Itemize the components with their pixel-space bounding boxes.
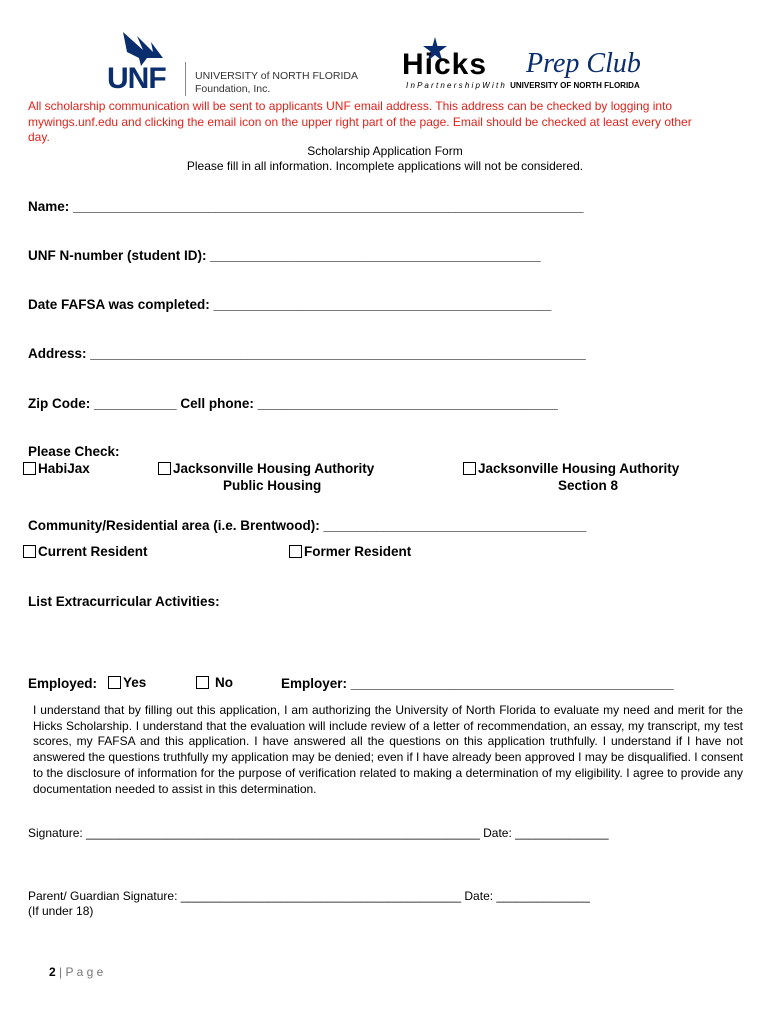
signature-field[interactable]: Signature: ___________________________________________________________ Date: ______________ bbox=[28, 826, 609, 840]
current-resident-checkbox[interactable] bbox=[23, 545, 36, 558]
notice-line-1: All scholarship communication will be sent to applicants UNF email address. This address can be checked by logging into bbox=[28, 99, 673, 113]
name-field[interactable]: Name: ____________________________________________________________________ bbox=[28, 199, 584, 214]
fafsa-field[interactable]: Date FAFSA was completed: _____________________________________________ bbox=[28, 297, 552, 312]
please-check-label: Please Check: bbox=[28, 444, 120, 459]
employed-yes-checkbox[interactable] bbox=[108, 676, 121, 689]
former-resident-label: Former Resident bbox=[304, 544, 412, 559]
partnership-line bbox=[406, 81, 640, 90]
partnership-text: I n P a r t n e r s h i p W i t h bbox=[406, 81, 505, 90]
jha-public-option[interactable] bbox=[158, 461, 374, 476]
employed-yes-label: Yes bbox=[123, 675, 147, 690]
jha-public-checkbox[interactable] bbox=[158, 462, 171, 475]
hicks-wordmark: Hicks bbox=[402, 48, 488, 81]
jha-s8-option[interactable] bbox=[463, 461, 679, 476]
hicks-logo bbox=[402, 36, 682, 94]
unf-logo bbox=[105, 28, 358, 98]
unf-divider bbox=[185, 62, 186, 96]
page-footer bbox=[49, 965, 103, 979]
form-subtitle: Please fill in all information. Incomplete applications will not be considered. bbox=[186, 159, 584, 173]
nnumber-field[interactable]: UNF N-number (student ID): ____________________________________________ bbox=[28, 248, 541, 263]
agreement-paragraph: I understand that by filling out this application, I am authorizing the University of North Florida to evaluate my need and merit for the Hicks Scholarship. I understand that the evaluation will include review of a letter of recommendation, an essay, my transcript, my test scores, my FAFSA and this application. I have answered all the questions on this application truthfully. I understand if I have not answered the questions truthfully my application may be denied; even if I have already been approved I may be disqualified. I consent to the disclosure of information for the purpose of verification related to making a determination of my eligibility. I agree to provide any documentation needed to assist in this determination. bbox=[33, 703, 743, 796]
current-resident-option[interactable] bbox=[23, 544, 148, 559]
jha-public-label-1: Jacksonville Housing Authority bbox=[173, 461, 375, 476]
habijax-checkbox[interactable] bbox=[23, 462, 36, 475]
former-resident-checkbox[interactable] bbox=[289, 545, 302, 558]
unf-line1: UNIVERSITY of NORTH FLORIDA bbox=[195, 70, 358, 82]
jha-s8-checkbox[interactable] bbox=[463, 462, 476, 475]
address-field[interactable]: Address: __________________________________________________________________ bbox=[28, 346, 586, 361]
community-field[interactable]: Community/Residential area (i.e. Brentwood): ___________________________________ bbox=[28, 518, 587, 533]
current-resident-label: Current Resident bbox=[38, 544, 148, 559]
employed-no-checkbox[interactable] bbox=[196, 676, 209, 689]
former-resident-option[interactable] bbox=[289, 544, 411, 559]
employed-no-label: No bbox=[215, 675, 233, 690]
unf-line2: Foundation, Inc. bbox=[195, 83, 271, 95]
form-title: Scholarship Application Form bbox=[307, 144, 463, 158]
jha-public-label-2: Public Housing bbox=[223, 478, 322, 493]
if-under-note: (If under 18) bbox=[28, 904, 94, 918]
notice-line-3: day. bbox=[28, 130, 50, 144]
page-word: | P a g e bbox=[59, 965, 104, 979]
employed-yes-option[interactable] bbox=[108, 675, 146, 690]
jha-s8-label-1: Jacksonville Housing Authority bbox=[478, 461, 680, 476]
extracurricular-label: List Extracurricular Activities: bbox=[28, 594, 220, 609]
employed-label: Employed: bbox=[28, 676, 98, 691]
jha-s8-label-2: Section 8 bbox=[558, 478, 619, 493]
employed-no-option[interactable] bbox=[196, 675, 233, 690]
habijax-option[interactable] bbox=[23, 461, 90, 476]
zip-phone-field[interactable]: Zip Code: ___________ Cell phone: ________________________________________ bbox=[28, 396, 558, 411]
page-number: 2 bbox=[49, 965, 56, 979]
prep-club-wordmark: Prep Club bbox=[526, 48, 641, 79]
unf-mark: UNF bbox=[107, 62, 166, 95]
employer-field[interactable]: Employer: ___________________________________________ bbox=[281, 676, 674, 691]
partner-name: UNIVERSITY OF NORTH FLORIDA bbox=[510, 81, 640, 90]
habijax-label: HabiJax bbox=[38, 461, 90, 476]
parent-signature-field[interactable]: Parent/ Guardian Signature: __________________________________________ Date: ______________ bbox=[28, 889, 590, 903]
notice-line-2: mywings.unf.edu and clicking the email icon on the upper right part of the page. Email should be checked at least every other bbox=[28, 115, 692, 129]
